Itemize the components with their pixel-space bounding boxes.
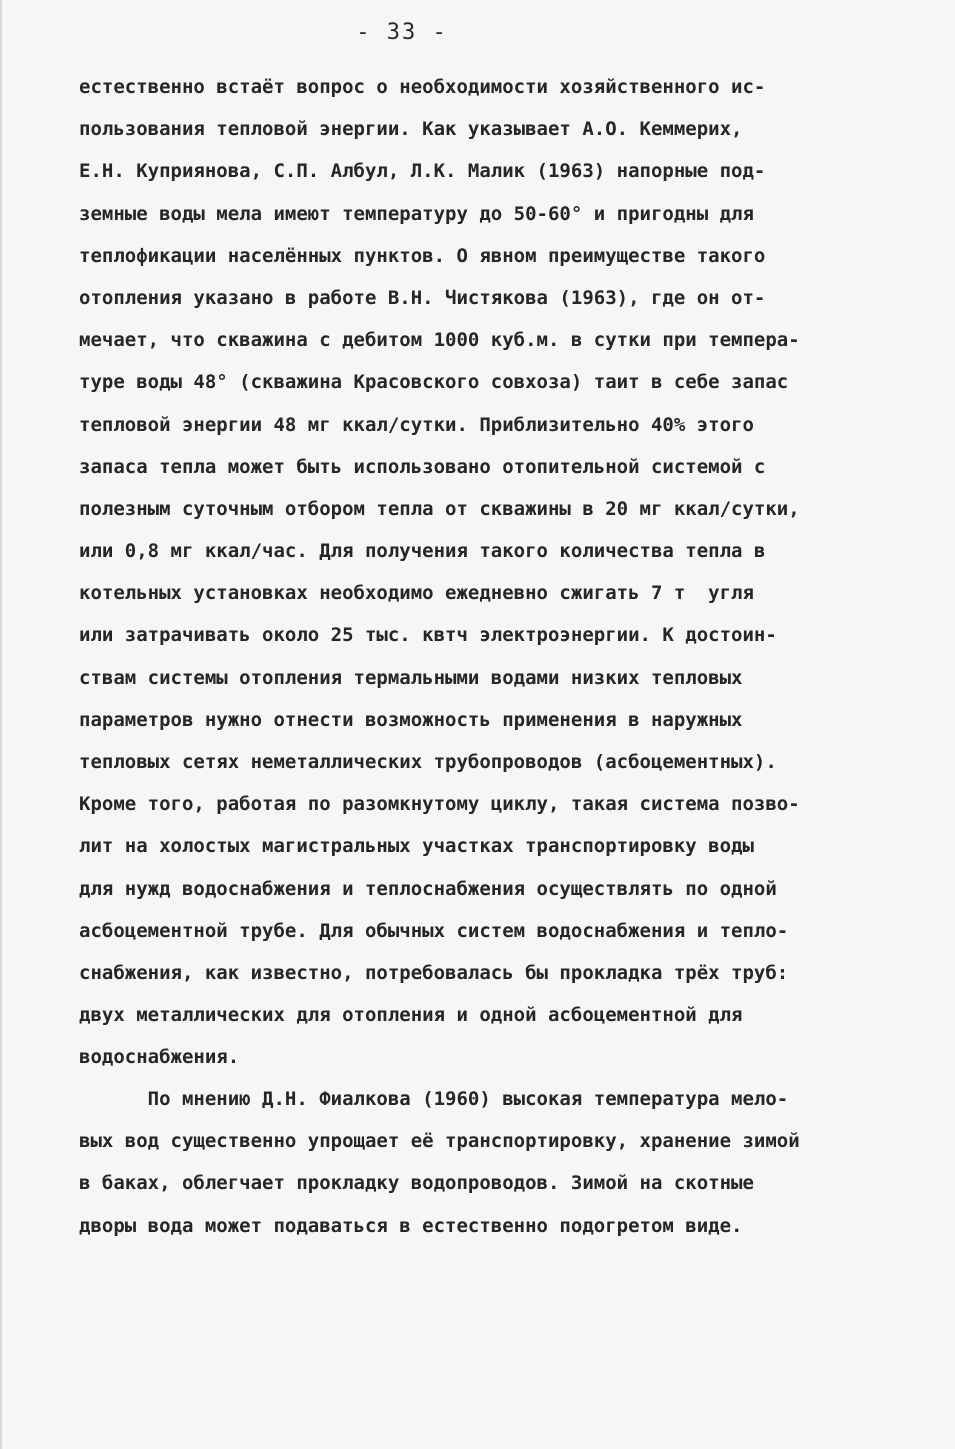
text-line: дворы вода может подаваться в естественно подогретом виде. [79,1214,743,1237]
text-line: По мнению Д.Н. Фиалкова (1960) высокая температура мело- [79,1088,789,1110]
text-line: вых вод существенно упрощает её транспортировку, хранение зимой [79,1130,800,1153]
text-line: параметров нужно отнести возможность применения в наружных [79,708,743,731]
paragraph-2 [79,1078,909,1247]
text-line: естественно встаёт вопрос о необходимости хозяйственного ис- [79,76,766,98]
text-line: земные воды мела имеют температуру до 50-60° и пригодны для [79,202,754,225]
text-line: тепловой энергии 48 мг ккал/сутки. Приблизительно 40% этого [79,413,754,436]
text-line: котельных установках необходимо ежедневно сжигать 7 т угля [79,582,754,605]
text-line: или 0,8 мг ккал/час. Для получения такого количества тепла в [79,540,766,563]
text-line: снабжения, как известно, потребовалась бы прокладка трёх труб: [79,961,789,984]
text-line: для нужд водоснабжения и теплоснабжения осуществлять по одной [79,877,777,900]
text-line: асбоцементной трубе. Для обычных систем водоснабжения и тепло- [79,919,789,942]
text-line: двух металлических для отопления и одной асбоцементной для [79,1004,743,1027]
text-line: туре воды 48° (скважина Красовского совхоза) таит в себе запас [79,371,789,394]
text-line: пользования тепловой энергии. Как указывает А.О. Кеммерих, [79,118,743,141]
text-line: отопления указано в работе В.Н. Чистякова (1963), где он от- [79,286,766,309]
text-line: Кроме того, работая по разомкнутому циклу, такая система позво- [79,793,800,816]
text-line: теплофикации населённых пунктов. О явном преимуществе такого [79,244,766,267]
text-line: лит на холостых магистральных участках транспортировку воды [79,835,754,858]
text-line: запаса тепла может быть использовано отопительной системой с [79,455,766,478]
text-line: ствам системы отопления термальными водами низких тепловых [79,666,743,689]
text-line: Е.Н. Куприянова, С.П. Албул, Л.К. Малик (1963) напорные под- [79,160,766,183]
page-number: - 33 - [356,20,448,45]
text-line: или затрачивать около 25 тыс. квтч электроэнергии. К достоин- [79,624,777,647]
text-line: тепловых сетях неметаллических трубопроводов (асбоцементных). [79,751,777,773]
text-line: мечает, что скважина с дебитом 1000 куб.м. в сутки при темпера- [79,329,800,352]
text-line: полезным суточным отбором тепла от скважины в 20 мг ккал/сутки, [79,497,800,520]
text-line: водоснабжения. [79,1046,240,1069]
paragraph-1 [79,66,909,1079]
text-line: в баках, облегчает прокладку водопроводов. Зимой на скотные [79,1172,754,1195]
